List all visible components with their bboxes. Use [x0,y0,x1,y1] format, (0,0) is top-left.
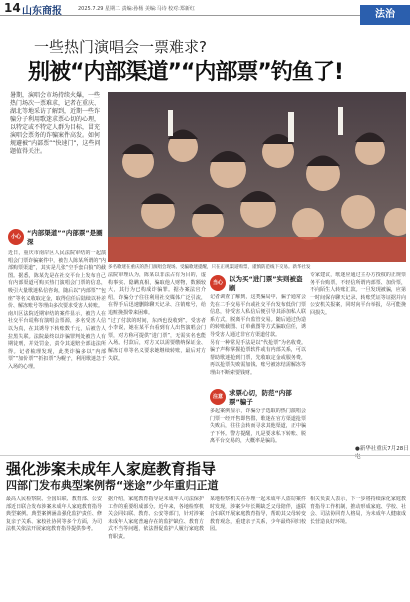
story1-col3a [210,294,306,386]
subhead-3 [210,388,306,406]
story2-col2 [108,496,204,600]
story1-kicker: 一些热门演唱会一票难求? [34,38,207,56]
paragraph: 记者调查了解到，这类骗局中，骗子通常会先在二手交易平台或社交平台发布低价门票信息，待受害人私信后便引导其添加私人联系方式，脱离平台监管交易。随后通过伪造的转账截图、订单截图等方式骗取信任，诱导受害人通过非官方渠道付款。 [210,294,306,338]
paragraph: 专家建议，歌迷应通过主办方授权的正规票务平台购票，不轻信所谓内部票、加价票，不向陌生人转账汇款。一旦发现被骗，应第一时间保存聊天记录、转账凭证等证据并向公安机关报案，同时向平台举报，尽可能挽回损失。 [310,272,406,316]
story2-subheadline: 四部门发布典型案例帮“迷途”少年重归正道 [6,479,219,492]
story1-col2 [108,272,206,450]
subhead-badge: 当心 [210,275,226,291]
photo-caption: 多名歌迷在重庆的热门演唱会现场。受骗歌迷提醒，只在正规渠道购票，谨慎防范线下交易。新华社发 [108,265,311,270]
newspaper-name: 山东商报 [22,6,62,17]
subhead-1 [8,228,106,246]
paragraph: 南川区法院近期审结的案件显示，被告人在社交平台谎称有演唱会票源，多名受害人信以为真，在其诱导下转账数千元，后被告人拉黑失联。法院最终以诈骗罪判处被告人有期徒刑，并处罚金，责令其退赔全部违法所得。记者梳理发现，此类诈骗多以“内部票”“加价票”“折扣票”为幌子，利用歌迷急于入场的心理。 [8,310,106,370]
crowd-illustration [108,92,406,262]
subhead-2 [210,274,306,292]
page-header [0,0,410,16]
paragraph: 据介绍，家庭教育指导是未成年人司法保护工作的重要组成部分。近年来，各地检察机关会同妇联、教育、公安等部门，针对涉案未成年人家庭普遍存在的监护缺位、教育方式不当等问题，依法督促监护人履行家庭教育职责。 [108,496,204,540]
story1-col3b [210,408,306,452]
subhead-badge: 注意 [210,389,226,405]
paragraph: 相关负责人表示，下一步将持续深化家庭教育指导工作机制，推动形成家庭、学校、社会、司法协同育人格局，为未成年人健康成长营造良好环境。 [310,496,406,525]
paragraph: 多起案例显示，诈骗分子选取的热门演唱会门票一经开售即售罄，歌迷在官方渠道抢票失败后，往往会转而寻求其他渠道，正中骗子下怀。警方提醒，凡是要求私下转账、脱离平台交易的，大概率是骗局。 [210,408,306,445]
paragraph: “过了付款的时间，东西也没收到”。受害者小李说，她在某平台看到有人出售演唱会门票，对方称可提供“进门票”，无需实名也能入场。付款后，对方又以需要缴纳保证金、解冻订单等名义要求她继续转账，最后对方失联。 [108,317,206,362]
paragraph: 法院审理认为，陈某以非法占有为目的，虚构事实、隐瞒真相，骗取他人财物，数额较大，其行为已构成诈骗罪。据办案法官介绍，诈骗分子往往利用社交媒体广泛引流，在得手后迅速删除聊天记录、注销账号，给追赃挽损带来困难。 [108,272,206,316]
story2-headline: 强化涉案未成年人家庭教育指导 [6,460,217,478]
story1-col1 [8,250,106,450]
subhead-title: 求票心切，防范“内部票”骗子 [229,389,292,406]
story2-col4 [310,496,406,600]
date-line: 2025.7.29 星期二 责编:孙杨 美编:马诗 校对:郑新红 [78,6,195,12]
paragraph: 某地检察机关在办理一起未成年人盗窃案件时发现，涉案少年长期缺乏父母陪伴，遂联合妇联开展家庭教育指导，帮助其父母转变教育观念，重建亲子关系，少年最终回归校园。 [210,496,306,533]
story1-byline: ●新华社重庆7月28日电 [355,446,409,460]
paragraph: 最高人民检察院、全国妇联、教育部、公安部近日联合发布涉案未成年人家庭教育指导典型案例。典型案例涵盖强化监护责任、修复亲子关系、家校社协同等多个方面，为司法机关依法开展家庭教育指导提供参考。 [6,496,102,533]
story1-lead: 暑期，演唱会市场持续火爆，一些热门场次一票难求，记者在重庆、湖北等地采访了解到，近期一些诈骗分子利用歌迷求票心切的心理，以特定或不特定人群为目标，冒充演唱会票务的诈骗案件高发。如何规避被“内部票”“快速门”，这些问题值得关注。 [10,92,101,155]
story2-col3 [210,496,306,600]
subhead-title: “内部渠道”“内部票”是圈深 [27,229,103,246]
divider [0,455,410,456]
paragraph: 另有一种常见手法是以“代抢票”为名收费。骗子声称掌握抢票软件或有内部关系，可以帮助歌迷抢到门票，先收取定金或服务费，再以抢票失败需加钱、账号被冻结需解冻等理由不断索要钱财。 [210,339,306,376]
concert-crowd-photo [108,92,406,262]
subhead-badge: 小心 [8,229,24,245]
story1-col4 [310,272,406,442]
story2-col1 [6,496,102,600]
story1-headline: 别被“内部渠道”“内部票”钓鱼了! [28,60,343,85]
section-label: 法治 [360,5,410,25]
subhead-title: 以为买“进门票”实则被盗刷 [229,275,303,292]
page-number: 14 [4,1,21,15]
paragraph: 近日，重庆市南岸区人民法院审结的一起演唱会门票诈骗案件中，被告人陈某所谓的“内部购票渠道”，其实是几张“空手套白狼”的截图。据悉，陈某先是在社交平台上发布自己有内部渠道可购买热门演唱会门票的信息，吸引大量歌迷私信咨询，随后以“内部票”“包座”等名义收取定金，取得信任后陆续以补差价、解冻账号等理由多次要求受害人转账。 [8,250,106,310]
